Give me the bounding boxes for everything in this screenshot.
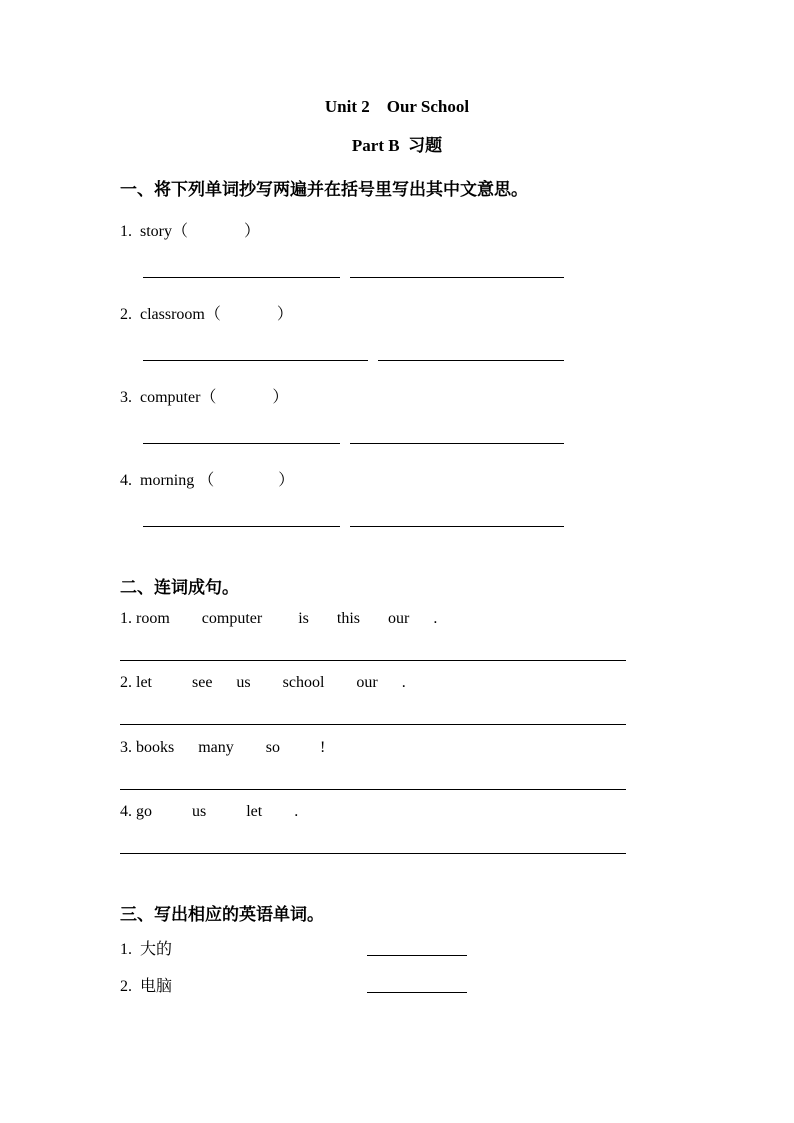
answer-line[interactable] xyxy=(378,360,564,361)
answer-line[interactable] xyxy=(143,277,340,278)
section-1-item-3: 3. computer（ ） xyxy=(120,389,289,406)
page-title: Unit 2 Our School xyxy=(324,97,470,116)
answer-line[interactable] xyxy=(120,660,626,661)
section-1-heading: 一、将下列单词抄写两遍并在括号里写出其中文意思。 xyxy=(120,180,528,199)
answer-line[interactable] xyxy=(120,724,626,725)
answer-line[interactable] xyxy=(143,526,340,527)
section-3-item-2: 2. 电脑 xyxy=(120,978,173,995)
answer-line[interactable] xyxy=(350,526,564,527)
answer-line[interactable] xyxy=(120,853,626,854)
section-1-item-1: 1. story（ ） xyxy=(120,223,261,240)
section-1-item-4: 4. morning （ ） xyxy=(120,472,295,489)
answer-line[interactable] xyxy=(350,277,564,278)
section-2-item-4: 4. go us let . xyxy=(120,803,299,820)
section-2-item-3: 3. books many so ! xyxy=(120,739,326,756)
answer-line[interactable] xyxy=(350,443,564,444)
page-subtitle: Part B 习题 xyxy=(351,136,443,155)
answer-line[interactable] xyxy=(367,955,467,956)
section-2-heading: 二、连词成句。 xyxy=(120,578,239,597)
section-1-item-2: 2. classroom（ ） xyxy=(120,306,293,323)
section-3-heading: 三、写出相应的英语单词。 xyxy=(120,905,324,924)
section-3-item-1: 1. 大的 xyxy=(120,941,173,958)
section-2-item-1: 1. room computer is this our . xyxy=(120,610,438,627)
answer-line[interactable] xyxy=(367,992,467,993)
answer-line[interactable] xyxy=(120,789,626,790)
answer-line[interactable] xyxy=(143,443,340,444)
answer-line[interactable] xyxy=(143,360,368,361)
section-2-item-2: 2. let see us school our . xyxy=(120,674,406,691)
